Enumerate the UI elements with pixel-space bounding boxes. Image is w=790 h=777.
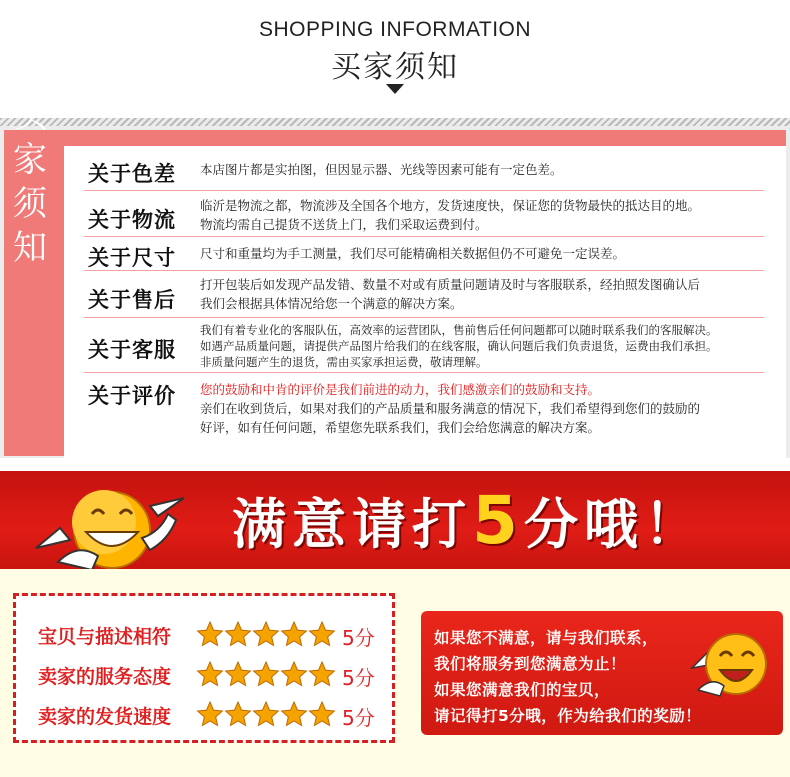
down-triangle-icon [386,84,404,94]
side-title: 买 家 须 知 [13,96,47,268]
info-text-service: 我们有着专业化的客服队伍，高效率的运营团队，售前售后任何问题都可以随时联系我们的客服解决。 如遇产品质量问题，请提供产品图片给我们的在线客服，确认问题后我们负责退货，运费由我们承担。 非质量问题产生的退货，需由买家承担运费，敬请理解。 [200,323,718,369]
rating-score: 5分 [342,706,375,730]
divider [84,236,764,237]
info-title-aftersale: 关于售后 [88,288,176,312]
star-icon [310,662,335,686]
rating-score: 5分 [342,626,375,650]
star-icon [254,622,279,646]
star-icon [226,622,251,646]
star-icon [226,662,251,686]
star-rating-icon [196,660,336,688]
star-icon [282,622,307,646]
info-title-size: 关于尺寸 [88,246,176,270]
info-title-service: 关于客服 [88,338,176,362]
star-icon [198,702,223,726]
star-icon [254,702,279,726]
star-rating-icon [196,620,336,648]
rating-label: 卖家的发货速度 [38,706,172,728]
stripe-divider [0,118,790,126]
divider [84,270,764,271]
info-title-color: 关于色差 [88,162,176,186]
info-text-size: 尺寸和重量均为手工测量，我们尽可能精确相关数据但仍不可避免一定误差。 [200,246,626,261]
rating-label: 卖家的服务态度 [38,666,172,688]
header-title-en: SHOPPING INFORMATION [258,18,532,41]
star-icon [310,622,335,646]
banner-headline: 满意请打5分哦！ [232,482,704,559]
message-line: 如果您不满意，请与我们联系， [434,629,659,647]
info-text-logistics: 临沂是物流之都，物流涉及全国各个地方，发货速度快，保证您的货物最快的抵达目的地。 物流均需自己提货不送货上门，我们采取运费到付。 [200,198,701,232]
info-title-review: 关于评价 [88,384,176,408]
info-title-logistics: 关于物流 [88,208,176,232]
message-line: 请记得打5分哦，作为给我们的奖励！ [434,707,702,725]
divider [84,317,764,318]
thumbs-up-smiley-icon [30,478,190,578]
rating-label: 宝贝与描述相符 [38,626,172,648]
rating-score: 5分 [342,666,375,690]
message-line: 我们将服务到您满意为止！ [434,655,627,673]
star-icon [226,702,251,726]
star-rating-icon [196,700,336,728]
info-text-review: 您的鼓励和中肯的评价是我们前进的动力，我们感激亲们的鼓励和支持。 亲们在收到货后，如果对我们的产品质量和服务满意的情况下，我们希望得到您们的鼓励的 好评，如有任何问题，希望您先联系我们，我们会给您满意的解决方案。 [200,382,701,435]
header-title-cn: 买家须知 [331,50,459,85]
message-line: 如果您满意我们的宝贝， [434,681,611,699]
laughing-smiley-icon [690,624,770,702]
star-icon [282,702,307,726]
info-text-color: 本店图片都是实拍图，但因显示器、光线等因素可能有一定色差。 [200,162,563,177]
divider [84,372,764,373]
divider [84,190,764,191]
star-icon [198,622,223,646]
star-icon [198,662,223,686]
star-icon [282,662,307,686]
star-icon [254,662,279,686]
star-icon [310,702,335,726]
info-text-aftersale: 打开包装后如发现产品发错、数量不对或有质量问题请及时与客服联系，经拍照发图确认后 我们会根据具体情况给您一个满意的解决方案。 [200,277,701,311]
